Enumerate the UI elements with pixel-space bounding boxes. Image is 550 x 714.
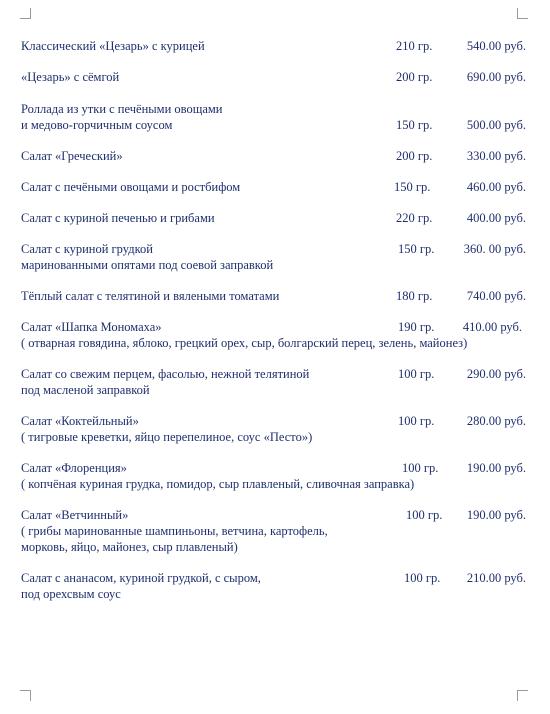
- item-price: 460.00 руб.: [466, 180, 526, 194]
- menu-item: [21, 179, 526, 195]
- menu-item: [21, 210, 526, 226]
- item-weight: 210 гр.: [396, 39, 433, 53]
- item-weight: 150 гр.: [396, 118, 433, 132]
- item-name: Салат с ананасом, куриной грудкой, с сыром,: [21, 571, 261, 585]
- item-weight: 200 гр.: [396, 70, 433, 84]
- menu-item: [21, 319, 526, 351]
- menu-item: [21, 507, 526, 555]
- item-description: ( грибы маринованные шампиньоны, ветчина, картофель,: [21, 524, 328, 538]
- item-name: Тёплый салат с телятиной и вялеными томатами: [21, 289, 280, 303]
- item-weight: 150 гр.: [398, 242, 435, 256]
- menu-item: [21, 288, 526, 304]
- item-description: ( тигровые креветки, яйцо перепелиное, соус «Песто»): [21, 430, 313, 444]
- item-price: 690.00 руб.: [466, 70, 526, 84]
- item-weight: 220 гр.: [396, 211, 433, 225]
- item-name: Салат с печёными овощами и ростбифом: [21, 180, 241, 194]
- item-price: 500.00 руб.: [466, 118, 526, 132]
- crop-mark-top-right: [517, 8, 528, 19]
- item-name-continued: маринованными опятами под соевой заправкой: [21, 258, 274, 272]
- menu-item: [21, 570, 526, 602]
- item-price: 740.00 руб.: [466, 289, 526, 303]
- item-weight: 100 гр.: [402, 461, 439, 475]
- item-price: 190.00 руб.: [466, 508, 526, 522]
- item-weight: 150 гр.: [394, 180, 431, 194]
- menu-item: [21, 69, 526, 85]
- item-name: Салат «Флоренция»: [21, 461, 127, 475]
- item-name: Салат с куриной грудкой: [21, 242, 153, 256]
- item-name: Салат «Шапка Мономаха»: [21, 320, 162, 334]
- item-price: 540.00 руб.: [466, 39, 526, 53]
- item-name-continued: под масленой заправкой: [21, 383, 150, 397]
- menu-item: [21, 101, 526, 133]
- item-name-continued: и медово-горчичным соусом: [21, 118, 173, 132]
- item-weight: 200 гр.: [396, 149, 433, 163]
- item-weight: 100 гр.: [406, 508, 443, 522]
- menu-item: [21, 460, 526, 492]
- menu-item: [21, 241, 526, 273]
- menu-item: [21, 38, 526, 54]
- item-description: ( копчёная куриная грудка, помидор, сыр плавленый, сливочная заправка): [21, 477, 415, 491]
- item-price: 290.00 руб.: [466, 367, 526, 381]
- item-weight: 180 гр.: [396, 289, 433, 303]
- crop-mark-bottom-left: [20, 690, 31, 701]
- item-weight: 190 гр.: [398, 320, 435, 334]
- item-name: Салат «Ветчинный»: [21, 508, 129, 522]
- menu-item: [21, 148, 526, 164]
- item-name: Классический «Цезарь» с курицей: [21, 39, 205, 53]
- item-name: «Цезарь» с сёмгой: [21, 70, 120, 84]
- item-description: ( отварная говядина, яблоко, грецкий орех, сыр, болгарский перец, зелень, майонез): [21, 336, 468, 350]
- menu-item: [21, 413, 526, 445]
- menu-item: [21, 366, 526, 398]
- item-price: 400.00 руб.: [466, 211, 526, 225]
- item-weight: 100 гр.: [398, 367, 435, 381]
- item-price: 360. 00 руб.: [463, 242, 526, 256]
- item-price: 410.00 руб.: [462, 320, 522, 334]
- item-name: Салат «Коктейльный»: [21, 414, 139, 428]
- item-name: Салат со свежим перцем, фасолью, нежной телятиной: [21, 367, 310, 381]
- item-weight: 100 гр.: [404, 571, 441, 585]
- item-price: 280.00 руб.: [466, 414, 526, 428]
- item-price: 330.00 руб.: [466, 149, 526, 163]
- item-price: 190.00 руб.: [466, 461, 526, 475]
- item-name: Роллада из утки с печёными овощами: [21, 102, 223, 116]
- item-name: Салат с куриной печенью и грибами: [21, 211, 215, 225]
- crop-mark-bottom-right: [517, 690, 528, 701]
- item-name-continued: под орехсвым соус: [21, 587, 121, 601]
- crop-mark-top-left: [20, 8, 31, 19]
- item-description-continued: морковь, яйцо, майонез, сыр плавленый): [21, 540, 238, 554]
- item-name: Салат «Греческий»: [21, 149, 123, 163]
- item-weight: 100 гр.: [398, 414, 435, 428]
- item-price: 210.00 руб.: [466, 571, 526, 585]
